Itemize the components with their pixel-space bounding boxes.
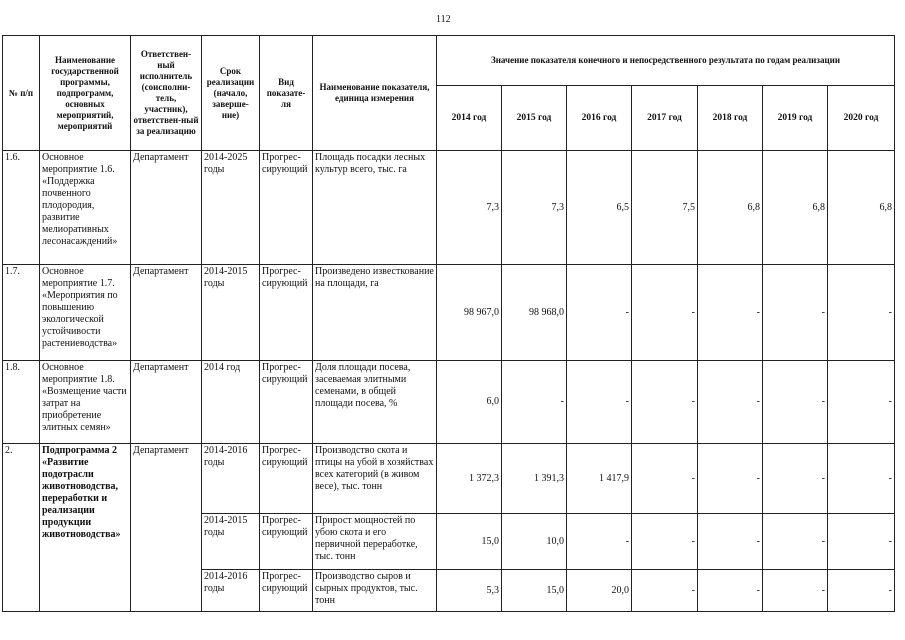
- row-indicator: Произведено известкование на площади, га: [313, 265, 437, 361]
- value-cell: -: [763, 514, 828, 570]
- row-type: Прогрес-сирующий: [260, 151, 313, 265]
- row-type: Прогрес-сирующий: [260, 570, 313, 612]
- row-num: 1.6.: [3, 151, 40, 265]
- value-cell: 7,3: [437, 151, 502, 265]
- value-cell: -: [632, 361, 698, 444]
- value-cell: 1 372,3: [437, 444, 502, 514]
- row-name: Основное мероприятие 1.8. «Возмещение части затрат на приобретение элитных семян»: [40, 361, 131, 444]
- value-cell: -: [763, 265, 828, 361]
- row-name: Подпрограмма 2 «Развитие подотрасли животноводства, переработки и реализации продукции животноводства»: [40, 444, 131, 612]
- value-cell: -: [567, 265, 632, 361]
- value-cell: -: [698, 570, 763, 612]
- row-num: 1.8.: [3, 361, 40, 444]
- value-cell: 1 417,9: [567, 444, 632, 514]
- row-num: 1.7.: [3, 265, 40, 361]
- value-cell: 6,0: [437, 361, 502, 444]
- header-year: 2014 год: [437, 86, 502, 151]
- header-year: 2016 год: [567, 86, 632, 151]
- value-cell: -: [763, 361, 828, 444]
- header-year: 2015 год: [502, 86, 567, 151]
- header-name: Наименование государственной программы, подпрограмм, основных мероприятий, мероприятий: [40, 36, 131, 151]
- row-name: Основное мероприятие 1.6. «Поддержка почвенного плодородия, развитие мелиоративных лесонасаждений»: [40, 151, 131, 265]
- header-responsible: Ответствен-ный исполнитель (соисполни-тель, участник), ответствен-ный за реализацию: [131, 36, 202, 151]
- value-cell: -: [502, 361, 567, 444]
- row-name: Основное мероприятие 1.7. «Мероприятия по повышению экологической устойчивости растениеводства»: [40, 265, 131, 361]
- value-cell: -: [828, 361, 895, 444]
- value-cell: -: [632, 444, 698, 514]
- row-term: 2014-2015 годы: [202, 514, 260, 570]
- row-indicator: Производство скота и птицы на убой в хозяйствах всех категорий (в живом весе), тыс. тонн: [313, 444, 437, 514]
- row-num: 2.: [3, 444, 40, 612]
- row-type: Прогрес-сирующий: [260, 361, 313, 444]
- value-cell: 6,8: [698, 151, 763, 265]
- header-type: Вид показате-ля: [260, 36, 313, 151]
- value-cell: -: [698, 514, 763, 570]
- value-cell: 7,5: [632, 151, 698, 265]
- value-cell: -: [698, 361, 763, 444]
- header-values-group: Значение показателя конечного и непосредственного результата по годам реализации: [437, 36, 895, 86]
- value-cell: -: [632, 570, 698, 612]
- header-indicator: Наименование показателя, единица измерения: [313, 36, 437, 151]
- header-year: 2017 год: [632, 86, 698, 151]
- value-cell: 98 967,0: [437, 265, 502, 361]
- value-cell: 10,0: [502, 514, 567, 570]
- row-term: 2014-2015 годы: [202, 265, 260, 361]
- table-row: [3, 444, 895, 514]
- row-responsible: Департамент: [131, 361, 202, 444]
- value-cell: 6,8: [763, 151, 828, 265]
- value-cell: -: [567, 514, 632, 570]
- value-cell: -: [632, 514, 698, 570]
- row-term: 2014-2016 годы: [202, 444, 260, 514]
- header-num: № п/п: [3, 36, 40, 151]
- value-cell: -: [698, 444, 763, 514]
- table-row: [3, 361, 895, 444]
- header-term: Срок реализации (начало, заверше-ние): [202, 36, 260, 151]
- value-cell: -: [632, 265, 698, 361]
- header-year: 2020 год: [828, 86, 895, 151]
- row-responsible: Департамент: [131, 151, 202, 265]
- value-cell: -: [763, 444, 828, 514]
- row-term: 2014 год: [202, 361, 260, 444]
- row-term: 2014-2016 годы: [202, 570, 260, 612]
- row-responsible: Департамент: [131, 265, 202, 361]
- row-indicator: Прирост мощностей по убою скота и его первичной переработке, тыс. тонн: [313, 514, 437, 570]
- value-cell: -: [698, 265, 763, 361]
- row-term: 2014-2025 годы: [202, 151, 260, 265]
- value-cell: -: [763, 570, 828, 612]
- value-cell: -: [567, 361, 632, 444]
- page-number: 112: [436, 14, 451, 25]
- row-type: Прогрес-сирующий: [260, 265, 313, 361]
- value-cell: -: [828, 444, 895, 514]
- row-type: Прогрес-сирующий: [260, 444, 313, 514]
- header-year: 2019 год: [763, 86, 828, 151]
- value-cell: 20,0: [567, 570, 632, 612]
- value-cell: 15,0: [437, 514, 502, 570]
- value-cell: 1 391,3: [502, 444, 567, 514]
- row-indicator: Производство сыров и сырных продуктов, тыс. тонн: [313, 570, 437, 612]
- indicators-table: [2, 35, 895, 612]
- value-cell: 6,8: [828, 151, 895, 265]
- value-cell: 98 968,0: [502, 265, 567, 361]
- table-row: [3, 151, 895, 265]
- value-cell: -: [828, 570, 895, 612]
- value-cell: 6,5: [567, 151, 632, 265]
- value-cell: -: [828, 514, 895, 570]
- row-responsible: Департамент: [131, 444, 202, 612]
- row-indicator: Доля площади посева, засеваемая элитными семенами, в общей площади посева, %: [313, 361, 437, 444]
- value-cell: -: [828, 265, 895, 361]
- row-type: Прогрес-сирующий: [260, 514, 313, 570]
- value-cell: 15,0: [502, 570, 567, 612]
- header-year: 2018 год: [698, 86, 763, 151]
- value-cell: 5,3: [437, 570, 502, 612]
- value-cell: 7,3: [502, 151, 567, 265]
- table-row: [3, 265, 895, 361]
- row-indicator: Площадь посадки лесных культур всего, тыс. га: [313, 151, 437, 265]
